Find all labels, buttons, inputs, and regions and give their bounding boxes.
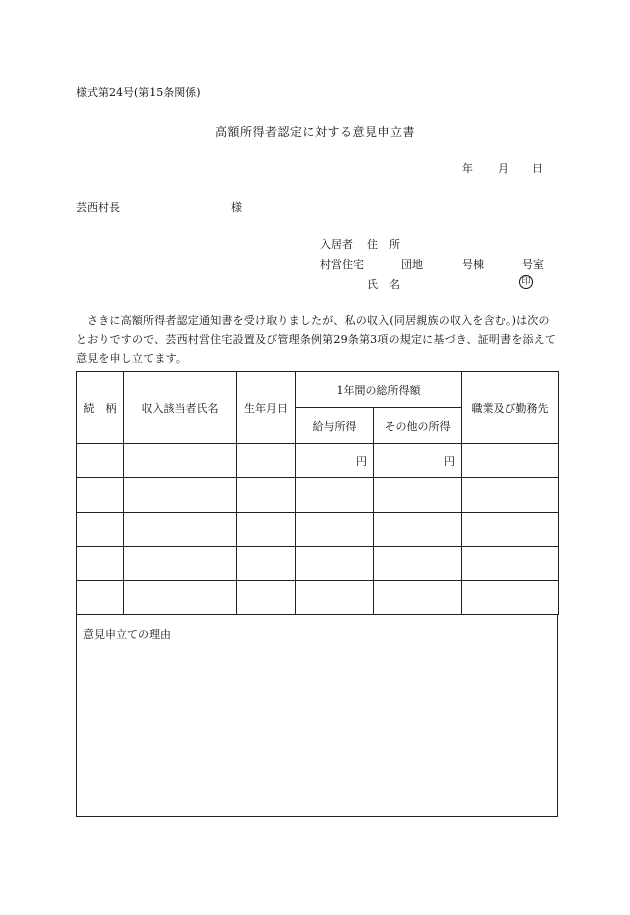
cell-name[interactable]	[124, 513, 237, 547]
cell-salary[interactable]	[296, 444, 374, 478]
reason-label: 意見申立ての理由	[83, 628, 171, 641]
building-label: 号棟	[462, 258, 484, 271]
cell-relation[interactable]	[77, 444, 124, 478]
header-salary: 給与所得	[296, 408, 374, 444]
header-annual-income: 1年間の総所得額	[296, 372, 462, 408]
header-relation: 続 柄	[77, 372, 124, 444]
cell-name[interactable]	[124, 478, 237, 513]
date-year-label: 年	[462, 162, 473, 175]
header-name: 収入該当者氏名	[124, 372, 237, 444]
cell-salary[interactable]	[296, 478, 374, 513]
cell-dob[interactable]	[237, 513, 296, 547]
yen-unit: 円	[444, 454, 455, 468]
housing-label: 村営住宅	[320, 258, 364, 271]
yen-unit: 円	[356, 454, 367, 468]
cell-salary[interactable]	[296, 547, 374, 581]
cell-other-income[interactable]	[374, 547, 462, 581]
cell-occupation[interactable]	[462, 444, 559, 478]
header-other-income: その他の所得	[374, 408, 462, 444]
cell-other-income[interactable]	[374, 478, 462, 513]
cell-relation[interactable]	[77, 478, 124, 513]
cell-name[interactable]	[124, 547, 237, 581]
date-day-label: 日	[532, 162, 543, 175]
header-dob: 生年月日	[237, 372, 296, 444]
table-row	[77, 513, 559, 547]
reason-box[interactable]	[76, 614, 558, 817]
page-title: 高額所得者認定に対する意見申立書	[214, 125, 415, 139]
form-number: 様式第24号(第15条関係)	[76, 86, 201, 99]
table-row	[77, 444, 559, 478]
cell-name[interactable]	[124, 444, 237, 478]
table-row	[77, 547, 559, 581]
table-row	[77, 478, 559, 513]
name-label: 氏 名	[367, 278, 400, 291]
resident-label: 入居者	[320, 238, 353, 251]
room-label: 号室	[522, 258, 544, 271]
cell-dob[interactable]	[237, 581, 296, 615]
header-occupation: 職業及び勤務先	[462, 372, 559, 444]
cell-salary[interactable]	[296, 581, 374, 615]
cell-relation[interactable]	[77, 547, 124, 581]
cell-dob[interactable]	[237, 547, 296, 581]
cell-occupation[interactable]	[462, 478, 559, 513]
cell-relation[interactable]	[77, 581, 124, 615]
cell-other-income[interactable]	[374, 513, 462, 547]
addressee-name: 芸西村長	[76, 201, 120, 214]
danchi-label: 団地	[401, 258, 423, 271]
addressee-honorific: 様	[231, 201, 242, 214]
income-table	[76, 371, 559, 615]
address-label: 住 所	[367, 238, 400, 251]
cell-name[interactable]	[124, 581, 237, 615]
cell-dob[interactable]	[237, 444, 296, 478]
cell-salary[interactable]	[296, 513, 374, 547]
cell-occupation[interactable]	[462, 581, 559, 615]
cell-other-income[interactable]	[374, 581, 462, 615]
date-month-label: 月	[498, 162, 509, 175]
cell-occupation[interactable]	[462, 513, 559, 547]
cell-relation[interactable]	[77, 513, 124, 547]
body-paragraph: さきに高額所得者認定通知書を受け取りましたが、私の収入(同居親族の収入を含む。)は次のとおりですので、芸西村営住宅設置及び管理条例第29条第3項の規定に基づき、証明書を添えて意見を申し立てます。	[76, 314, 557, 365]
cell-occupation[interactable]	[462, 547, 559, 581]
cell-other-income[interactable]	[374, 444, 462, 478]
cell-dob[interactable]	[237, 478, 296, 513]
seal-mark: 印	[519, 275, 533, 289]
table-row	[77, 581, 559, 615]
